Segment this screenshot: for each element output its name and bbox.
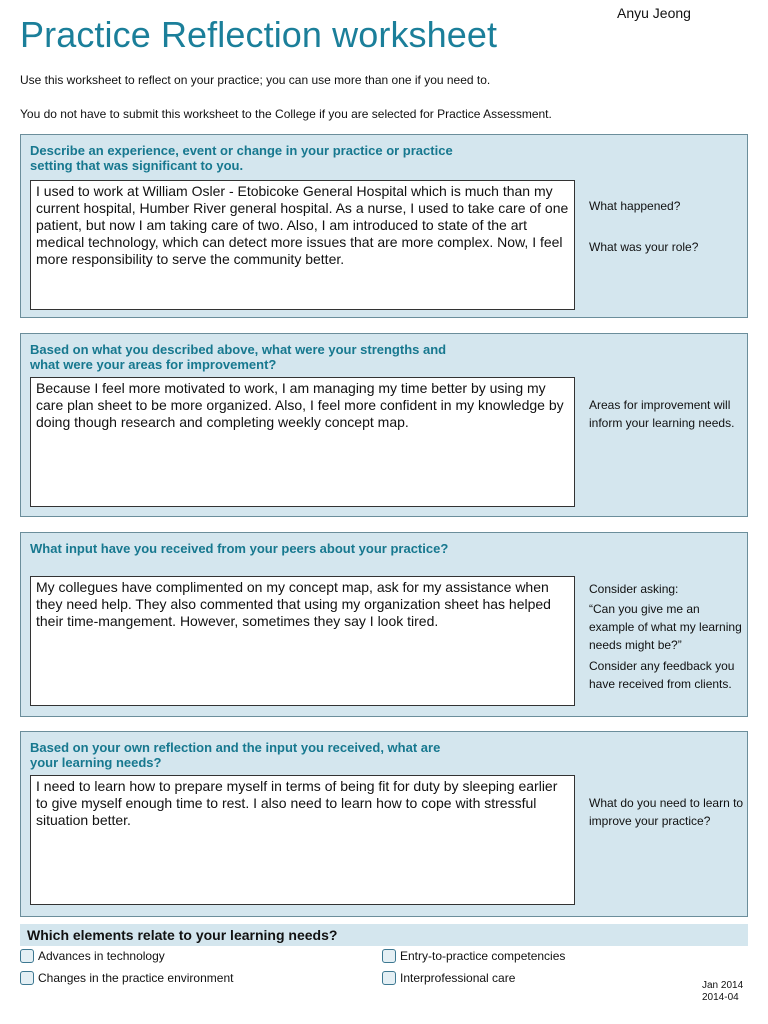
checkbox-label: Interprofessional care [400,971,516,985]
answer-peer-input-field[interactable]: My collegues have complimented on my concept map, ask for my assistance when they need help. They also commented that using my organization sheet has helped their time-mangement. However, sometimes they say I look tired. [30,576,575,706]
elements-heading: Which elements relate to your learning needs? [27,927,338,943]
checkbox-interprofessional-care[interactable] [382,971,515,985]
question-strengths: Based on what you described above, what were your strengths and what were your areas for improvement? [30,342,447,372]
checkbox-icon[interactable] [20,949,34,963]
checkbox-entry-competencies[interactable] [382,949,565,963]
page-title: Practice Reflection worksheet [20,14,498,55]
checkbox-icon[interactable] [20,971,34,985]
checkbox-icon[interactable] [382,949,396,963]
checkbox-label: Advances in technology [38,949,165,963]
question-experience: Describe an experience, event or change in your practice or practice setting that was significant to you. [30,143,453,173]
checkbox-label: Changes in the practice environment [38,971,234,985]
footer-date-line2: 2014-04 [702,992,739,1003]
answer-learning-needs-field[interactable]: I need to learn how to prepare myself in terms of being fit for duty by sleeping earlier to give myself enough time to rest. I also need to learn how to cope with stressful situation better. [30,775,575,905]
section-strengths-improvement [20,333,748,517]
checkbox-advances-technology[interactable] [20,949,165,963]
submission-note: You do not have to submit this worksheet to the College if you are selected for Practice Assessment. [20,107,552,121]
author-name: Anyu Jeong [617,5,691,21]
section-significant-experience [20,134,748,318]
answer-experience-field[interactable]: I used to work at William Osler - Etobicoke General Hospital which is much than my current hospital, Humber River general hospital. As a nurse, I used to take care of one patient, but now I am taking care of two. Also, I am introduced to state of the art medical technology, which can detect more issues that are more complex. Now, I feel more responsibility to serve the community better. [30,180,575,310]
hint-consider-asking: Consider asking: [589,582,679,596]
answer-strengths-field[interactable]: Because I feel more motivated to work, I am managing my time better by using my care plan sheet to be more organized. Also, I feel more confident in my knowledge by doing though research and completing weekly concept map. [30,377,575,507]
section-peer-input [20,532,748,717]
checkbox-label: Entry-to-practice competencies [400,949,566,963]
footer-date-line1: Jan 2014 [702,980,744,991]
intro-text: Use this worksheet to reflect on your practice; you can use more than one if you need to. [20,73,491,87]
hint-what-to-learn: What do you need to learn to improve your practice? [589,796,744,828]
section-learning-needs [20,731,748,917]
question-peer-input: What input have you received from your peers about your practice? [30,541,449,556]
hint-what-happened: What happened? [589,199,681,213]
footer-date [702,980,743,1004]
hint-consider-feedback: Consider any feedback you have received from clients. [589,659,735,691]
hint-your-role: What was your role? [589,240,699,254]
checkbox-practice-environment[interactable] [20,971,233,985]
hint-example-question: “Can you give me an example of what my learning needs might be?” [589,602,742,652]
hint-areas-improvement: Areas for improvement will inform your learning needs. [589,398,735,430]
question-learning-needs: Based on your own reflection and the input you received, what are your learning needs? [30,740,441,770]
checkbox-icon[interactable] [382,971,396,985]
elements-heading-bar [20,924,748,946]
